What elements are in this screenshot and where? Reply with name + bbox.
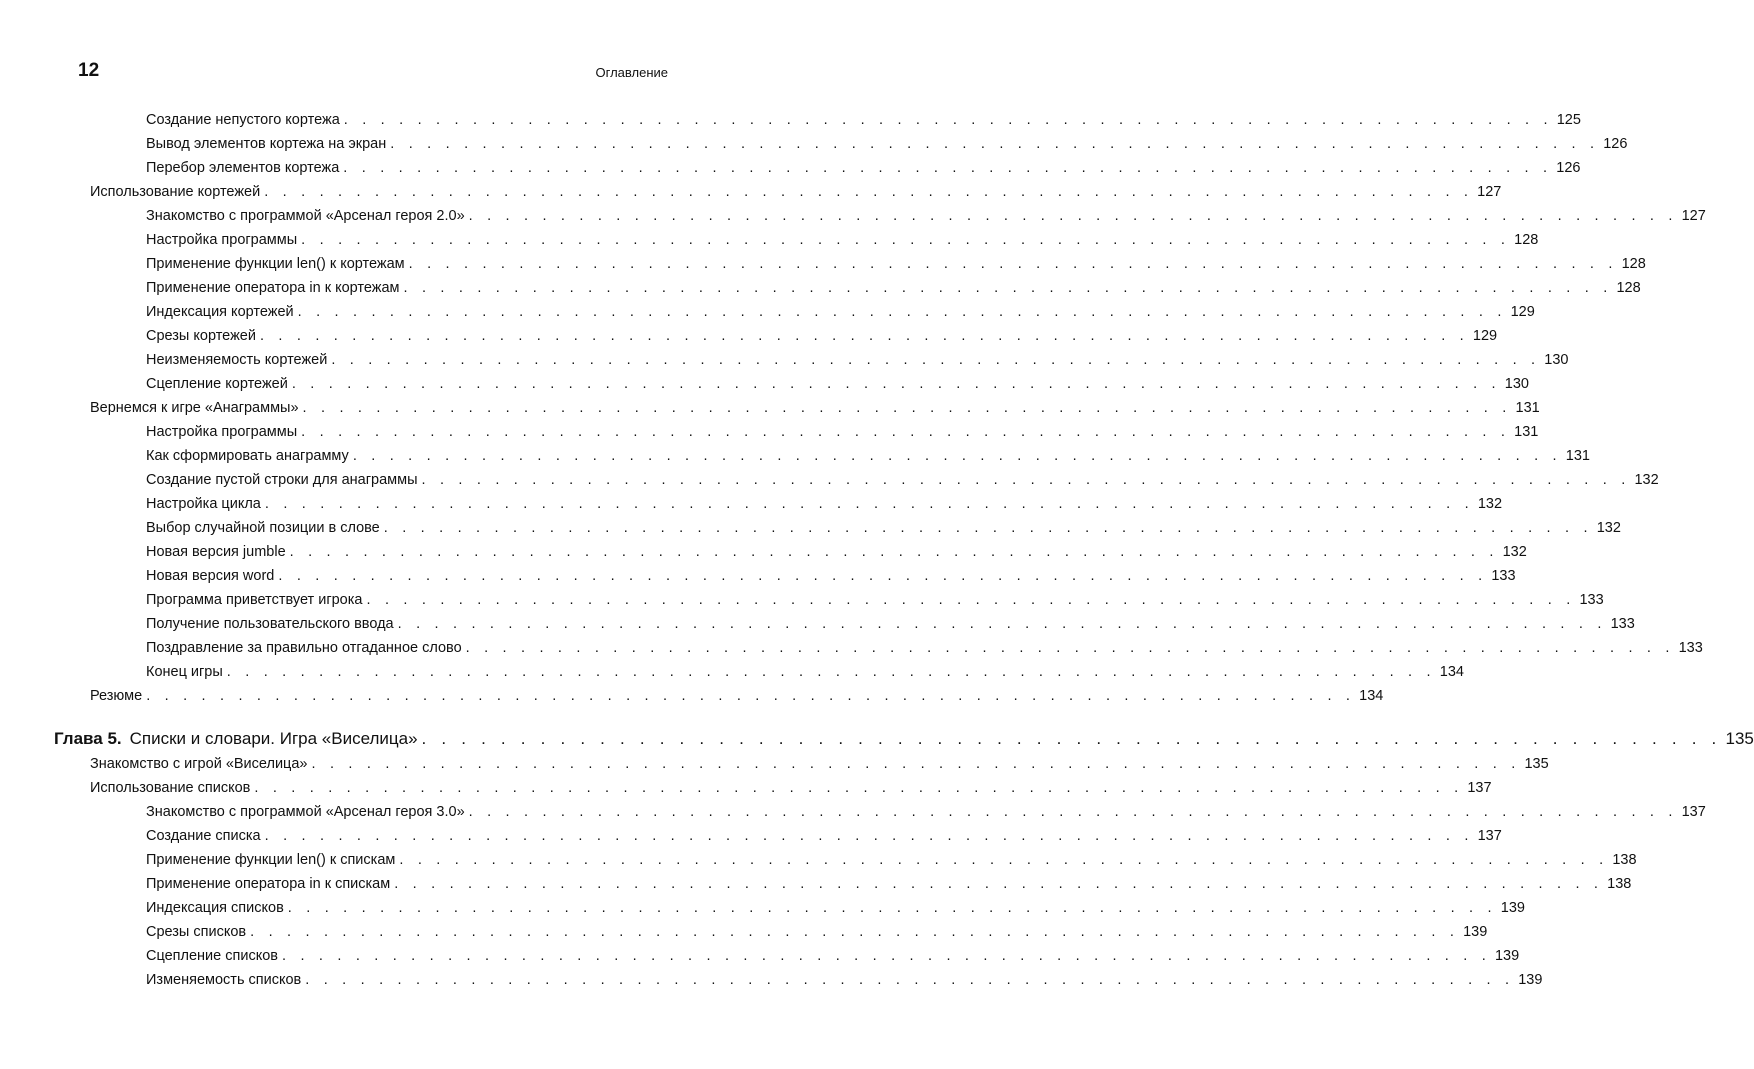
entry-page-number: 134 [1439,664,1464,680]
dot-leader: . . . . . . . . . . . . . . . . . . . . . . . . . . . . . . . . . . . . . . . . . . . . . . . . . . . . . . . . . . . . . . . . . . [291,376,1501,392]
dot-leader: . . . . . . . . . . . . . . . . . . . . . . . . . . . . . . . . . . . . . . . . . . . . . . . . . . . . . . . . . . . . . . . . . . [250,924,1460,940]
entry-title: Создание непустого кортежа [146,112,340,128]
dot-leader: . . . . . . . . . . . . . . . . . . . . . . . . . . . . . . . . . . . . . . . . . . . . . . . . . . . . . . . . . . . . . . . . . . [289,544,1499,560]
entry-page-number: 127 [1681,208,1706,224]
dot-leader: . . . . . . . . . . . . . . . . . . . . . . . . . . . . . . . . . . . . . . . . . . . . . . . . . . . . . . . . . . . . . . . . . . [301,424,1511,440]
dot-leader: . . . . . . . . . . . . . . . . . . . . . . . . . . . . . . . . . . . . . . . . . . . . . . . . . . . . . . . . . . . . . . . . . . [397,616,1607,632]
dot-leader: . . . . . . . . . . . . . . . . . . . . . . . . . . . . . . . . . . . . . . . . . . . . . . . . . . . . . . . . . . . . . . . . . . [421,472,1631,488]
toc-entry [146,374,1529,394]
entry-page-number: 126 [1556,160,1581,176]
dot-leader: . . . . . . . . . . . . . . . . . . . . . . . . . . . . . . . . . . . . . . . . . . . . . . . . . . . . . . . . . . . . . . . . . . [366,592,1576,608]
entry-page-number: 125 [1556,112,1581,128]
entry-title: Настройка программы [146,232,298,248]
toc-entry [146,874,1632,894]
entry-page-number: 134 [1359,688,1384,704]
entry-title: Сцепление списков [146,948,278,964]
entry-page-number: 137 [1681,804,1706,820]
dot-leader: . . . . . . . . . . . . . . . . . . . . . . . . . . . . . . . . . . . . . . . . . . . . . . . . . . . . . . . . . . . . . . . . . . [468,208,1678,224]
entry-title: Выбор случайной позиции в слове [146,520,380,536]
entry-page-number: 139 [1463,924,1488,940]
toc-entry [146,590,1604,610]
dot-leader: . . . . . . . . . . . . . . . . . . . . . . . . . . . . . . . . . . . . . . . . . . . . . . . . . . . . . . . . . . . . . . . . . . [352,448,1562,464]
toc-entry [146,422,1539,442]
entry-page-number: 132 [1502,544,1527,560]
dot-leader: . . . . . . . . . . . . . . . . . . . . . . . . . . . . . . . . . . . . . . . . . . . . . . . . . . . . . . . . . . . . . . . . . . [383,520,1593,536]
toc-entry [146,970,1543,990]
dot-leader: . . . . . . . . . . . . . . . . . . . . . . . . . . . . . . . . . . . . . . . . . . . . . . . . . . . . . . . . . . . . . . . . . . [408,256,1618,272]
toc-entry [146,566,1516,586]
entry-page-number: 126 [1603,136,1628,152]
toc-entry [146,230,1539,250]
entry-title: Программа приветствует игрока [146,592,363,608]
dot-leader: . . . . . . . . . . . . . . . . . . . . . . . . . . . . . . . . . . . . . . . . . . . . . . . . . . . . . . . . . . . . . . . . . . [465,640,1675,656]
entry-title: Знакомство с игрой «Виселица» [90,756,308,772]
entry-title: Знакомство с программой «Арсенал героя 3.0» [146,804,465,820]
dot-leader: . . . . . . . . . . . . . . . . . . . . . . . . . . . . . . . . . . . . . . . . . . . . . . . . . . . . . . . . . . . . . . . . . . [331,352,1541,368]
toc-entry [146,494,1503,514]
entry-page-number: 139 [1494,948,1520,964]
toc-entry [146,638,1703,658]
entry-title: Знакомство с программой «Арсенал героя 2.0» [146,208,465,224]
entry-title: Индексация кортежей [146,304,294,320]
entry-title: Новая версия jumble [146,544,286,560]
dot-leader: . . . . . . . . . . . . . . . . . . . . . . . . . . . . . . . . . . . . . . . . . . . . . . . . . . . . . . . . . . . . . . . . . . [281,948,1491,964]
entry-page-number: 130 [1504,376,1529,392]
dot-leader: . . . . . . . . . . . . . . . . . . . . . . . . . . . . . . . . . . . . . . . . . . . . . . . . . . . . . . . . . . . . . . . . . . [311,756,1521,772]
dot-leader: . . . . . . . . . . . . . . . . . . . . . . . . . . . . . . . . . . . . . . . . . . . . . . . . . . . . . . . . . . . . . . . . . . [343,160,1553,176]
dot-leader: . . . . . . . . . . . . . . . . . . . . . . . . . . . . . . . . . . . . . . . . . . . . . . . . . . . . . . . . . . . . . . . . . . [297,304,1507,320]
toc-entry [146,134,1628,154]
toc-entry [146,518,1621,538]
entry-title: Индексация списков [146,900,284,916]
entry-title: Применение функции len() к спискам [146,852,396,868]
entry-title: Срезы кортежей [146,328,256,344]
dot-leader: . . . . . . . . . . . . . . . . . . . . . . . . . . . . . . . . . . . . . . . . . . . . . . . . . . . . . . . . . . . . . . . . . . [399,852,1609,868]
entry-title: Как сформировать анаграмму [146,448,349,464]
entry-page-number: 130 [1544,352,1569,368]
chapter-number: Глава 5. [54,729,122,748]
dot-leader: . . . . . . . . . . . . . . . . . . . . . . . . . . . . . . . . . . . . . . . . . . . . . . . . . . . . . . . . . . . . . . . . . . [287,900,1497,916]
dot-leader: . . . . . . . . . . . . . . . . . . . . . . . . . . . . . . . . . . . . . . . . . . . . . . . . . . . . . . . . . . . . . . . . . . [421,729,1722,748]
toc-entry [146,110,1581,130]
chapter-heading [54,728,418,750]
entry-page-number: 133 [1610,616,1635,632]
toc-entry [90,182,1502,202]
toc-entry [146,802,1706,822]
toc-entry [146,662,1464,682]
toc-entry [146,922,1488,942]
entry-page-number: 137 [1467,780,1492,796]
entry-title: Применение оператора in к спискам [146,876,391,892]
entry-title: Использование кортежей [90,184,261,200]
dot-leader: . . . . . . . . . . . . . . . . . . . . . . . . . . . . . . . . . . . . . . . . . . . . . . . . . . . . . . . . . . . . . . . . . . [403,280,1613,296]
entry-page-number: 132 [1477,496,1503,512]
entry-page-number: 139 [1518,972,1543,988]
entry-title: Создание списка [146,828,261,844]
entry-page-number: 133 [1491,568,1516,584]
entry-title: Сцепление кортежей [146,376,288,392]
toc-entry [146,614,1635,634]
running-title: Оглавление [595,65,668,80]
entry-page-number: 128 [1514,232,1539,248]
entry-page-number: 138 [1607,876,1632,892]
toc-entry [146,470,1659,490]
dot-leader: . . . . . . . . . . . . . . . . . . . . . . . . . . . . . . . . . . . . . . . . . . . . . . . . . . . . . . . . . . . . . . . . . . [264,496,1474,512]
page-number: 12 [78,60,100,81]
entry-title: Поздравление за правильно отгаданное слово [146,640,462,656]
entry-page-number: 138 [1612,852,1637,868]
entry-page-number: 137 [1477,828,1502,844]
entry-page-number: 128 [1616,280,1641,296]
entry-page-number: 135 [1524,756,1549,772]
entry-page-number: 127 [1477,184,1502,200]
dot-leader: . . . . . . . . . . . . . . . . . . . . . . . . . . . . . . . . . . . . . . . . . . . . . . . . . . . . . . . . . . . . . . . . . . [264,184,1474,200]
entry-title: Использование списков [90,780,251,796]
entry-page-number: 129 [1510,304,1535,320]
entry-page-number: 131 [1565,448,1590,464]
chapter-title: Списки и словари. Игра «Виселица» [129,729,418,748]
toc-entry [146,350,1569,370]
dot-leader: . . . . . . . . . . . . . . . . . . . . . . . . . . . . . . . . . . . . . . . . . . . . . . . . . . . . . . . . . . . . . . . . . . [305,972,1515,988]
entry-title: Изменяемость списков [146,972,302,988]
entry-page-number: 131 [1515,400,1540,416]
entry-page-number: 133 [1678,640,1703,656]
dot-leader: . . . . . . . . . . . . . . . . . . . . . . . . . . . . . . . . . . . . . . . . . . . . . . . . . . . . . . . . . . . . . . . . . . [302,400,1512,416]
entry-page-number: 132 [1634,472,1659,488]
entry-title: Применение оператора in к кортежам [146,280,400,296]
dot-leader: . . . . . . . . . . . . . . . . . . . . . . . . . . . . . . . . . . . . . . . . . . . . . . . . . . . . . . . . . . . . . . . . . . [264,828,1474,844]
entry-title: Настройка программы [146,424,298,440]
entry-title: Резюме [90,688,143,704]
entry-page-number: 133 [1579,592,1604,608]
entry-page-number: 135 [1725,729,1754,748]
toc-entry [146,826,1502,846]
entry-title: Создание пустой строки для анаграммы [146,472,418,488]
toc-entry [146,158,1581,178]
toc-entry [146,446,1590,466]
dot-leader: . . . . . . . . . . . . . . . . . . . . . . . . . . . . . . . . . . . . . . . . . . . . . . . . . . . . . . . . . . . . . . . . . . [301,232,1511,248]
entry-title: Неизменяемость кортежей [146,352,328,368]
dot-leader: . . . . . . . . . . . . . . . . . . . . . . . . . . . . . . . . . . . . . . . . . . . . . . . . . . . . . . . . . . . . . . . . . . [390,136,1600,152]
entry-page-number: 131 [1514,424,1539,440]
entry-title: Настройка цикла [146,496,261,512]
entry-page-number: 139 [1500,900,1525,916]
entry-title: Вернемся к игре «Анаграммы» [90,400,299,416]
entry-title: Срезы списков [146,924,247,940]
dot-leader: . . . . . . . . . . . . . . . . . . . . . . . . . . . . . . . . . . . . . . . . . . . . . . . . . . . . . . . . . . . . . . . . . . [343,112,1553,128]
toc-entry [146,542,1527,562]
toc-entry [146,206,1706,226]
toc-entry [146,278,1641,298]
toc-entry [146,254,1646,274]
entry-title: Применение функции len() к кортежам [146,256,405,272]
entry-title: Новая версия word [146,568,275,584]
toc-entry [146,326,1498,346]
toc-chapter-entry [54,728,1754,750]
dot-leader: . . . . . . . . . . . . . . . . . . . . . . . . . . . . . . . . . . . . . . . . . . . . . . . . . . . . . . . . . . . . . . . . . . [226,664,1436,680]
toc-entry [90,754,1549,774]
entry-page-number: 128 [1621,256,1646,272]
entry-title: Конец игры [146,664,223,680]
dot-leader: . . . . . . . . . . . . . . . . . . . . . . . . . . . . . . . . . . . . . . . . . . . . . . . . . . . . . . . . . . . . . . . . . . [468,804,1678,820]
dot-leader: . . . . . . . . . . . . . . . . . . . . . . . . . . . . . . . . . . . . . . . . . . . . . . . . . . . . . . . . . . . . . . . . . . [394,876,1604,892]
dot-leader: . . . . . . . . . . . . . . . . . . . . . . . . . . . . . . . . . . . . . . . . . . . . . . . . . . . . . . . . . . . . . . . . . . [278,568,1488,584]
entry-title: Перебор элементов кортежа [146,160,340,176]
dot-leader: . . . . . . . . . . . . . . . . . . . . . . . . . . . . . . . . . . . . . . . . . . . . . . . . . . . . . . . . . . . . . . . . . . [259,328,1469,344]
toc-entry [90,398,1540,418]
entry-title: Получение пользовательского ввода [146,616,394,632]
entry-page-number: 132 [1596,520,1621,536]
toc-entry [146,302,1535,322]
dot-leader: . . . . . . . . . . . . . . . . . . . . . . . . . . . . . . . . . . . . . . . . . . . . . . . . . . . . . . . . . . . . . . . . . . [146,688,1356,704]
entry-page-number: 129 [1472,328,1498,344]
entry-title: Вывод элементов кортежа на экран [146,136,387,152]
toc-entry [90,686,1384,706]
toc-entry [146,850,1637,870]
toc-entry [146,946,1520,966]
dot-leader: . . . . . . . . . . . . . . . . . . . . . . . . . . . . . . . . . . . . . . . . . . . . . . . . . . . . . . . . . . . . . . . . . . [254,780,1464,796]
toc-entry [90,778,1492,798]
toc-entry [146,898,1525,918]
